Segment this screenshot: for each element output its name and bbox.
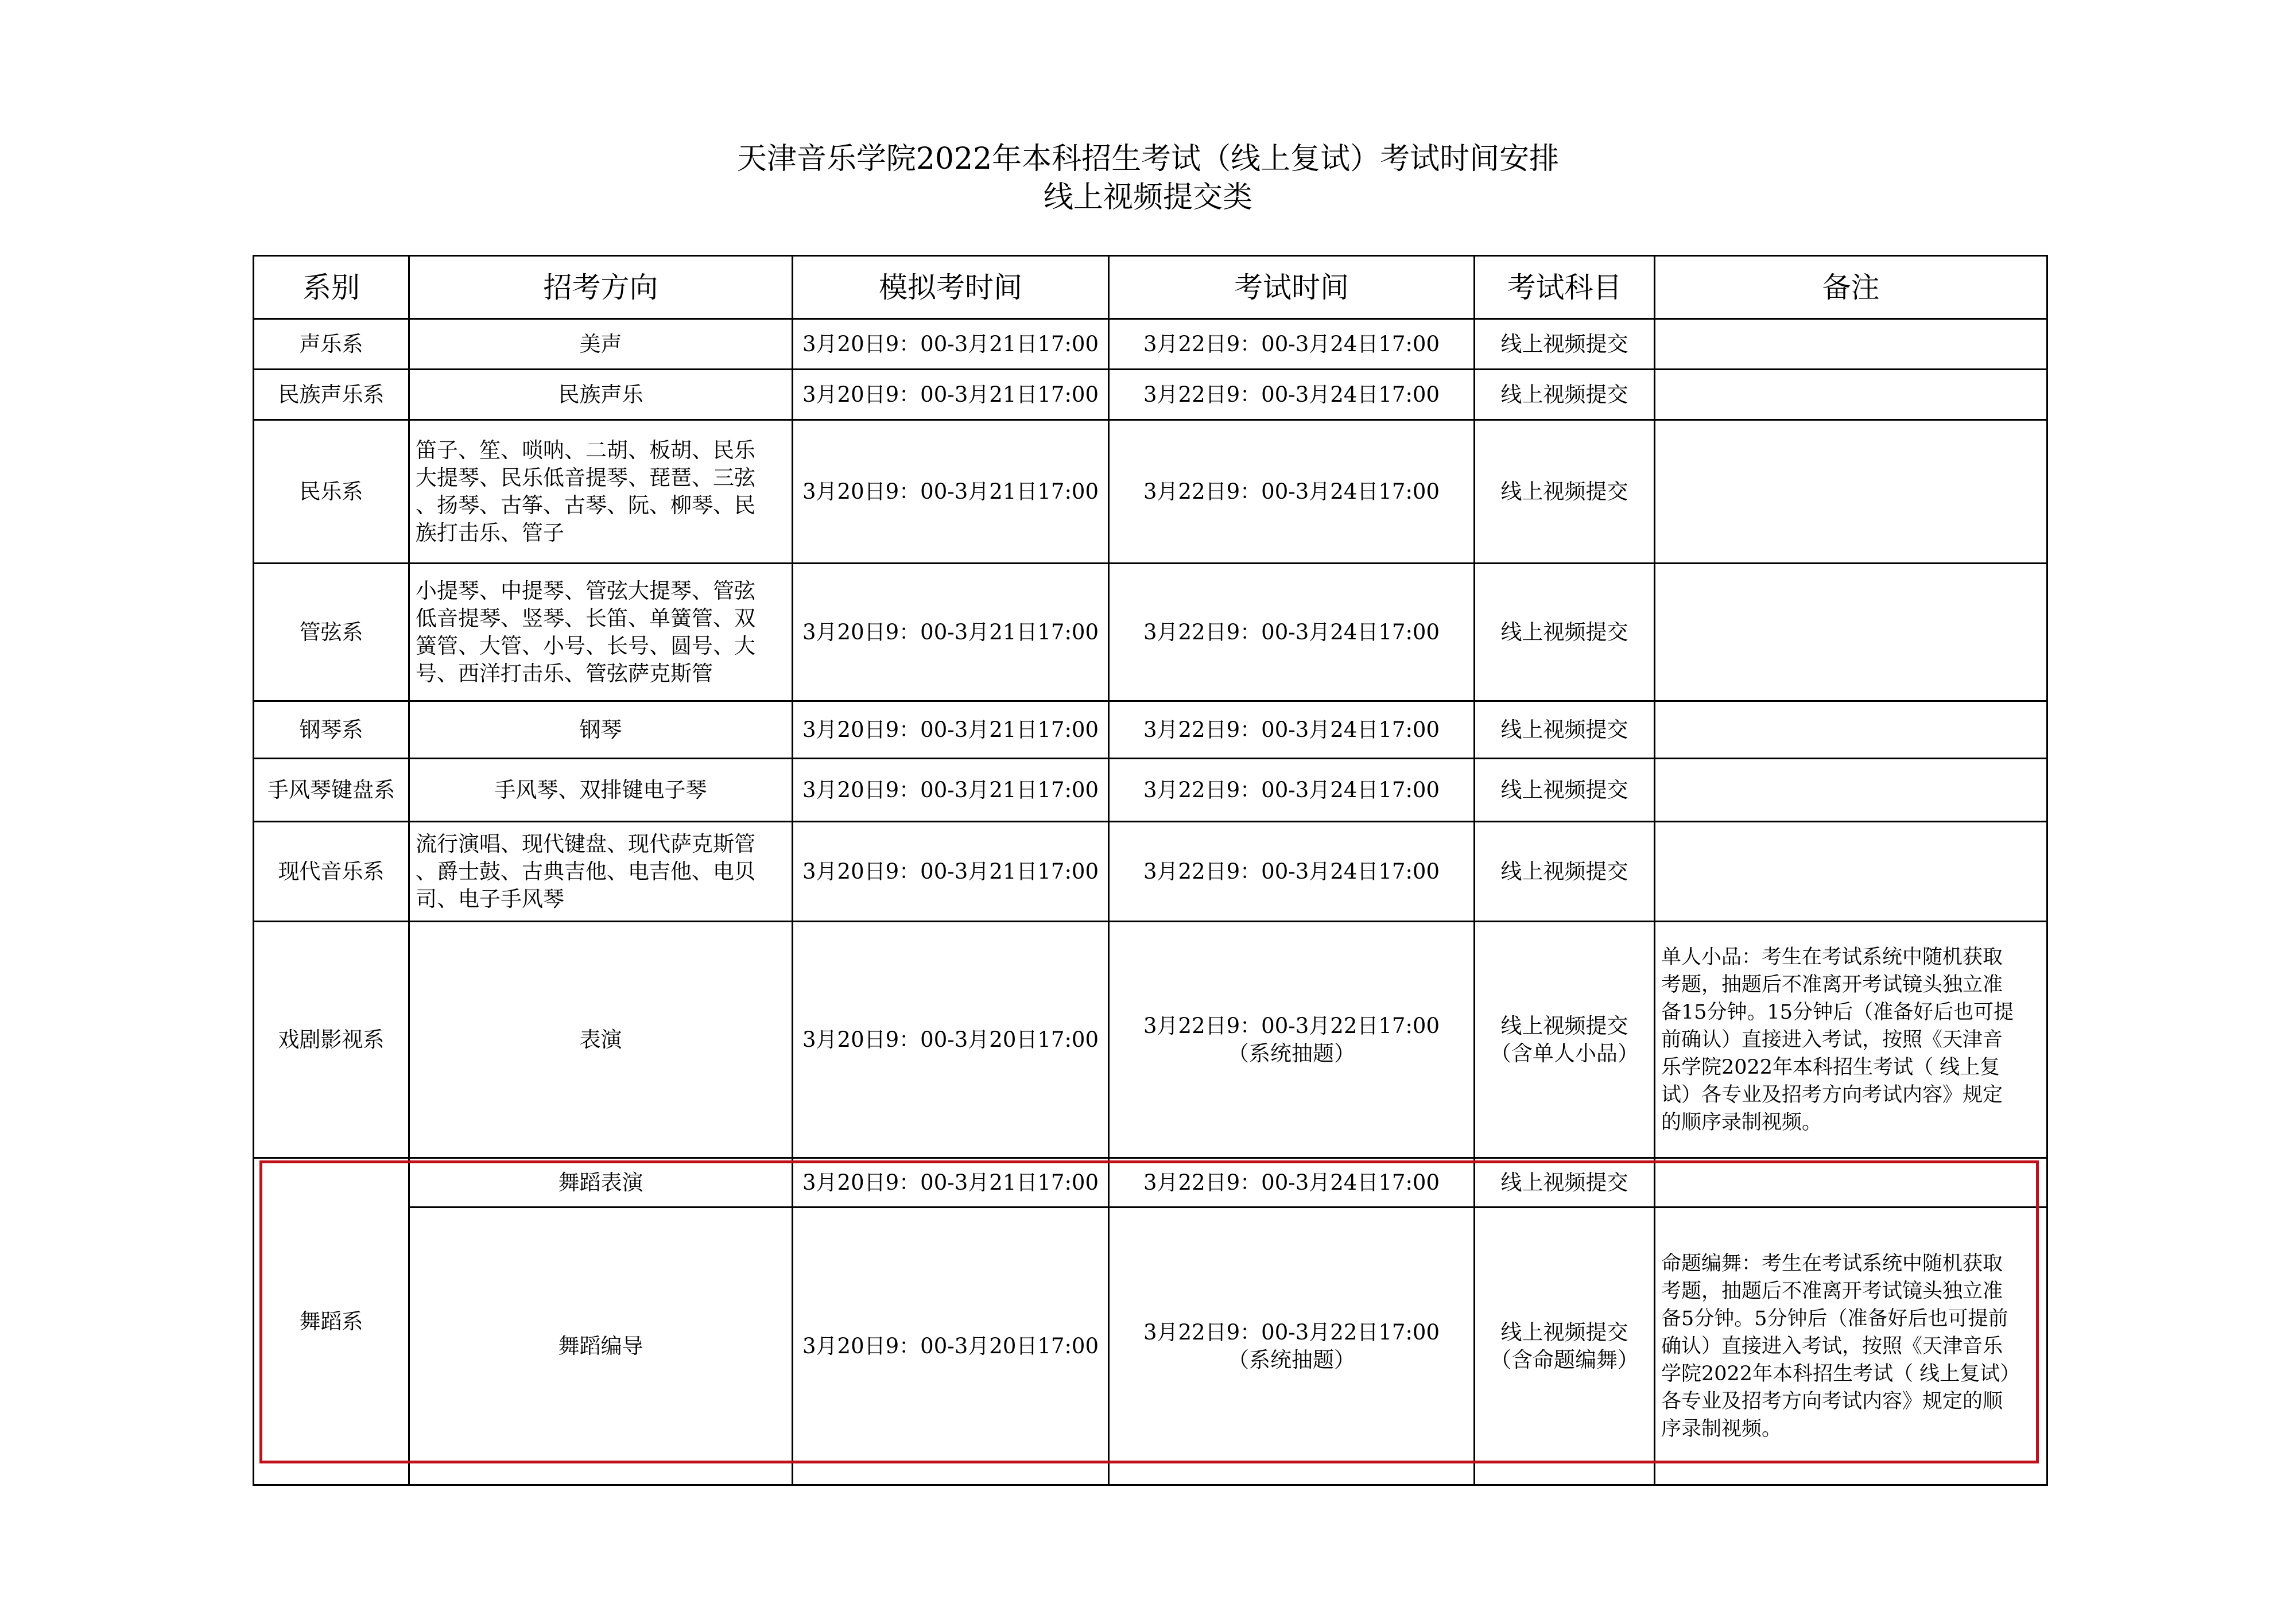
direction-line: 司、电子手风琴: [416, 886, 564, 911]
subject-line: （含命题编舞）: [1490, 1347, 1639, 1372]
direction-line: 笛子、笙、唢呐、二胡、板胡、民乐: [416, 437, 755, 463]
department-cell: 戏剧影视系: [254, 922, 409, 1158]
header-row: [254, 256, 2047, 319]
note-cell: [1655, 1158, 2047, 1207]
mock-time-cell: 3月20日9：00-3月20日17:00: [793, 922, 1109, 1158]
exam-time-cell: 3月22日9：00-3月24日17:00: [1109, 319, 1475, 370]
exam-time-line: 3月22日9：00-3月22日17:00: [1143, 1319, 1440, 1345]
exam-time-cell: 3月22日9：00-3月24日17:00: [1109, 564, 1475, 701]
direction-line: 低音提琴、竖琴、长笛、单簧管、双: [416, 605, 755, 631]
department-cell: 声乐系: [254, 319, 409, 370]
direction-line: 簧管、大管、小号、长号、圆号、大: [416, 633, 755, 658]
exam-time-cell: 3月22日9：00-3月24日17:00: [1109, 1158, 1475, 1207]
note-line: 备15分钟。15分钟后（准备好后也可提: [1661, 1000, 2014, 1024]
table-row: [254, 922, 2047, 1158]
department-cell: 管弦系: [254, 564, 409, 701]
mock-time-cell: 3月20日9：00-3月21日17:00: [793, 759, 1109, 822]
direction-cell: 舞蹈表演: [409, 1158, 793, 1207]
direction-cell: 手风琴、双排键电子琴: [409, 759, 793, 822]
subject-cell: 线上视频提交: [1475, 370, 1655, 420]
subject-cell: 线上视频提交: [1475, 822, 1655, 922]
department-cell: 舞蹈系: [254, 1158, 409, 1485]
subject-line: （含单人小品）: [1490, 1040, 1639, 1066]
direction-cell: 民族声乐: [409, 370, 793, 420]
department-cell: 钢琴系: [254, 701, 409, 759]
direction-line: 号、西洋打击乐、管弦萨克斯管: [416, 661, 713, 686]
subject-cell: 线上视频提交: [1475, 759, 1655, 822]
header-note: 备注: [1655, 256, 2047, 319]
subject-cell: 线上视频提交: [1475, 701, 1655, 759]
note-cell: [1655, 822, 2047, 922]
note-line: 学院2022年本科招生考试（ 线上复试）: [1661, 1362, 2020, 1385]
direction-cell: 舞蹈编导: [409, 1207, 793, 1485]
subject-line: 线上视频提交: [1500, 1013, 1628, 1038]
mock-time-cell: 3月20日9：00-3月21日17:00: [793, 420, 1109, 564]
note-line: 单人小品：考生在考试系统中随机获取: [1661, 945, 2003, 969]
note-line: 考题，抽题后不准离开考试镜头独立准: [1661, 973, 2003, 996]
note-cell: [1655, 319, 2047, 370]
subject-cell: 线上视频提交: [1475, 1158, 1655, 1207]
mock-time-cell: 3月20日9：00-3月21日17:00: [793, 370, 1109, 420]
table-row: [254, 701, 2047, 759]
table-row: [254, 759, 2047, 822]
direction-cell: 钢琴: [409, 701, 793, 759]
subject-cell: 线上视频提交: [1475, 319, 1655, 370]
note-line: 前确认）直接进入考试，按照《天津音: [1661, 1028, 2003, 1051]
mock-time-cell: 3月20日9：00-3月21日17:00: [793, 1158, 1109, 1207]
note-line: 备5分钟。5分钟后（准备好后也可提前: [1661, 1307, 2008, 1330]
subject-cell: 线上视频提交: [1475, 564, 1655, 701]
note-line: 序录制视频。: [1661, 1417, 1782, 1440]
direction-line: 小提琴、中提琴、管弦大提琴、管弦: [416, 578, 755, 603]
note-cell: [1655, 370, 2047, 420]
mock-time-cell: 3月20日9：00-3月21日17:00: [793, 319, 1109, 370]
note-line: 各专业及招考方向考试内容》规定的顺: [1661, 1389, 2003, 1413]
header-subject: 考试科目: [1475, 256, 1655, 319]
exam-time-cell: 3月22日9：00-3月24日17:00: [1109, 759, 1475, 822]
note-cell: [1655, 759, 2047, 822]
header-exam-time: 考试时间: [1109, 256, 1475, 319]
direction-cell: [409, 822, 793, 922]
department-cell: 民族声乐系: [254, 370, 409, 420]
department-cell: 现代音乐系: [254, 822, 409, 922]
subject-cell: 线上视频提交: [1475, 420, 1655, 564]
note-line: 试）各专业及招考方向考试内容》规定: [1661, 1083, 2003, 1106]
table-row: [254, 1207, 2047, 1485]
direction-line: 、扬琴、古筝、古琴、阮、柳琴、民: [416, 492, 755, 518]
direction-line: 流行演唱、现代键盘、现代萨克斯管: [416, 831, 755, 856]
subject-cell: [1475, 922, 1655, 1158]
header-department: 系别: [254, 256, 409, 319]
table-row: [254, 319, 2047, 370]
table-row: [254, 1158, 2047, 1207]
exam-time-cell: [1109, 1207, 1475, 1485]
header-mock-time: 模拟考时间: [793, 256, 1109, 319]
direction-line: 大提琴、民乐低音提琴、琵琶、三弦: [416, 465, 755, 490]
header-direction: 招考方向: [409, 256, 793, 319]
direction-cell: 美声: [409, 319, 793, 370]
direction-cell: 表演: [409, 922, 793, 1158]
document-subtitle: 线上视频提交类: [1043, 180, 1252, 215]
mock-time-cell: 3月20日9：00-3月21日17:00: [793, 564, 1109, 701]
note-line: 命题编舞：考生在考试系统中随机获取: [1661, 1252, 2003, 1275]
department-cell: 手风琴键盘系: [254, 759, 409, 822]
note-line: 考题，抽题后不准离开考试镜头独立准: [1661, 1279, 2003, 1303]
note-cell: [1655, 922, 2047, 1158]
schedule-table: [253, 255, 2048, 1486]
exam-time-line: （系统抽题）: [1228, 1347, 1355, 1372]
direction-cell: [409, 420, 793, 564]
exam-time-cell: 3月22日9：00-3月24日17:00: [1109, 420, 1475, 564]
exam-time-line: （系统抽题）: [1228, 1040, 1355, 1066]
mock-time-cell: 3月20日9：00-3月21日17:00: [793, 822, 1109, 922]
table-row: [254, 822, 2047, 922]
table-row: [254, 370, 2047, 420]
note-cell: [1655, 701, 2047, 759]
note-cell: [1655, 564, 2047, 701]
note-line: 乐学院2022年本科招生考试（ 线上复: [1661, 1055, 2000, 1079]
exam-time-line: 3月22日9：00-3月22日17:00: [1143, 1013, 1440, 1038]
direction-line: 、爵士鼓、古典吉他、电吉他、电贝: [416, 859, 755, 884]
exam-time-cell: [1109, 922, 1475, 1158]
subject-line: 线上视频提交: [1500, 1319, 1628, 1345]
direction-line: 族打击乐、管子: [416, 520, 564, 545]
document-title: 天津音乐学院2022年本科招生考试（线上复试）考试时间安排: [736, 142, 1560, 176]
mock-time-cell: 3月20日9：00-3月21日17:00: [793, 701, 1109, 759]
exam-time-cell: 3月22日9：00-3月24日17:00: [1109, 822, 1475, 922]
exam-time-cell: 3月22日9：00-3月24日17:00: [1109, 701, 1475, 759]
department-cell: 民乐系: [254, 420, 409, 564]
table-row: [254, 564, 2047, 701]
note-cell: [1655, 420, 2047, 564]
table-row: [254, 420, 2047, 564]
subject-cell: [1475, 1207, 1655, 1485]
note-line: 确认）直接进入考试，按照《天津音乐: [1661, 1334, 2003, 1358]
mock-time-cell: 3月20日9：00-3月20日17:00: [793, 1207, 1109, 1485]
note-line: 的顺序录制视频。: [1661, 1111, 1822, 1134]
direction-cell: [409, 564, 793, 701]
exam-time-cell: 3月22日9：00-3月24日17:00: [1109, 370, 1475, 420]
note-cell: [1655, 1207, 2047, 1485]
